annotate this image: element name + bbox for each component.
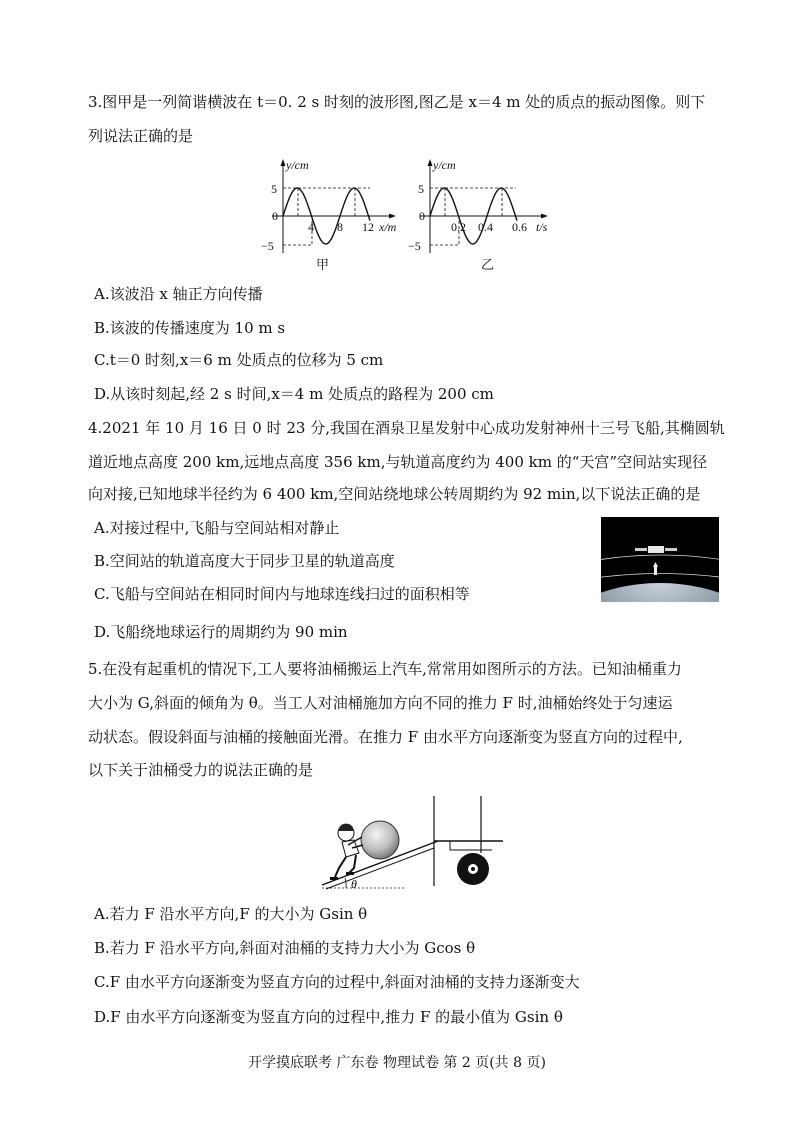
- worker-ramp-figure: [318, 793, 508, 893]
- x-tick-4: 4: [308, 220, 314, 234]
- q5-option-d: D.F 由水平方向逐渐变为竖直方向的过程中,推力 F 的最小值为 Gsin θ: [94, 1008, 563, 1026]
- q4-stem-line3: 向对接,已知地球半径约为 6 400 km,空间站绕地球公转周期约为 92 min,以下说法正确的是: [88, 485, 701, 503]
- q4-option-c: C.飞船与空间站在相同时间内与地球连线扫过的面积相等: [94, 585, 470, 603]
- q3-option-c: C.t＝0 时刻,x＝6 m 处质点的位移为 5 cm: [94, 351, 384, 369]
- wave-graph-jia: [250, 155, 400, 275]
- q4-stem-line1: 4.2021 年 10 月 16 日 0 时 23 分,我国在酒泉卫星发射中心成功发射神州十三号飞船,其椭圆轨: [88, 419, 725, 437]
- y-tick-0: 0: [272, 209, 278, 223]
- space-station-photo: [601, 517, 719, 602]
- y-tick-5: 5: [271, 182, 277, 196]
- q5-option-a: A.若力 F 沿水平方向,F 的大小为 Gsin θ: [94, 905, 368, 923]
- y-tick-neg5: −5: [408, 239, 421, 253]
- x-axis-label: x/m: [379, 220, 397, 234]
- oil-drum: [361, 821, 399, 859]
- q3-stem-line1: 3.图甲是一列简谐横波在 t＝0. 2 s 时刻的波形图,图乙是 x＝4 m 处的质点的振动图像。则下: [88, 93, 706, 111]
- y-axis-label: y/cm: [433, 158, 456, 172]
- q4-option-d: D.飞船绕地球运行的周期约为 90 min: [94, 623, 348, 641]
- angle-theta-label: θ: [351, 877, 357, 891]
- q3-option-b: B.该波的传播速度为 10 m s: [94, 319, 286, 337]
- t-tick-0.2: 0.2: [451, 220, 466, 234]
- q3-stem-line2: 列说法正确的是: [88, 127, 194, 145]
- t-tick-0.4: 0.4: [478, 220, 493, 234]
- q3-option-d: D.从该时刻起,经 2 s 时间,x＝4 m 处质点的路程为 200 cm: [94, 385, 494, 403]
- q5-stem-line1: 5.在没有起重机的情况下,工人要将油桶搬运上汽车,常常用如图所示的方法。已知油桶重力: [88, 660, 682, 678]
- q5-stem-line4: 以下关于油桶受力的说法正确的是: [88, 761, 314, 779]
- figure-caption-jia: 甲: [316, 257, 330, 272]
- x-tick-12: 12: [362, 220, 374, 234]
- vibration-graph-yi: [404, 155, 562, 275]
- worker-body: [342, 840, 359, 857]
- q4-option-b: B.空间站的轨道高度大于同步卫星的轨道高度: [94, 552, 395, 570]
- y-axis-label: y/cm: [286, 158, 309, 172]
- q5-stem-line3: 动状态。假设斜面与油桶的接触面光滑。在推力 F 由水平方向逐渐变为竖直方向的过程中,: [88, 728, 683, 746]
- y-tick-neg5: −5: [261, 239, 274, 253]
- q5-option-b: B.若力 F 沿水平方向,斜面对油桶的支持力大小为 Gcos θ: [94, 939, 476, 957]
- q3-option-a: A.该波沿 x 轴正方向传播: [94, 285, 263, 303]
- y-tick-0: 0: [419, 209, 425, 223]
- space-station-illustration: [601, 517, 719, 602]
- page-footer: 开学摸底联考 广东卷 物理试卷 第 2 页(共 8 页): [248, 1055, 546, 1071]
- q5-stem-line2: 大小为 G,斜面的倾角为 θ。当工人对油桶施加方向不同的推力 F 时,油桶始终处于匀速运: [88, 694, 673, 712]
- q4-stem-line2: 道近地点高度 200 km,远地点高度 356 km,与轨道高度约为 400 km 的“天宫”空间站实现径: [88, 453, 708, 471]
- q5-option-c: C.F 由水平方向逐渐变为竖直方向的过程中,斜面对油桶的支持力逐渐变大: [94, 973, 580, 991]
- q4-option-a: A.对接过程中,飞船与空间站相对静止: [94, 519, 340, 537]
- t-axis-label: t/s: [536, 220, 548, 234]
- y-tick-5: 5: [418, 182, 424, 196]
- figure-caption-yi: 乙: [481, 257, 495, 272]
- t-tick-0.6: 0.6: [512, 220, 527, 234]
- x-tick-8: 8: [337, 220, 343, 234]
